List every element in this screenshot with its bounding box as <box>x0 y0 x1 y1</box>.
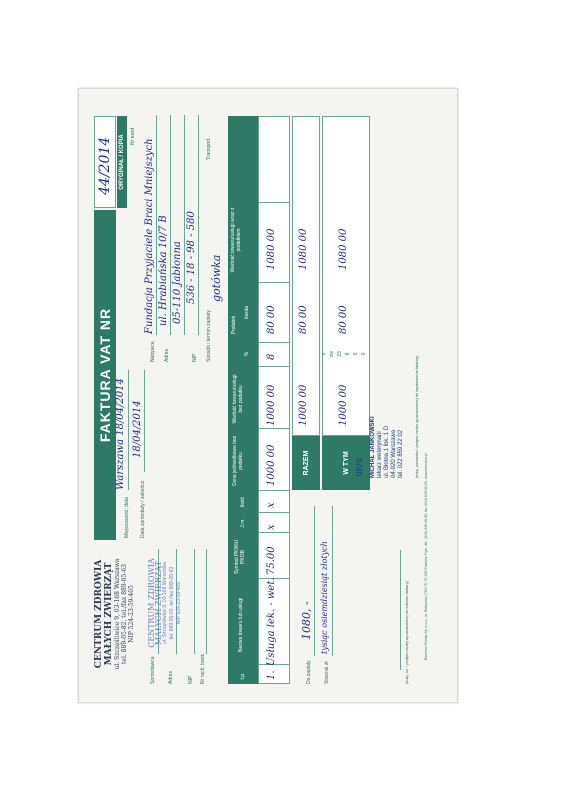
payment-label: Sposób i termin zapłaty <box>206 310 212 362</box>
title-band <box>94 210 116 540</box>
rate-x: x <box>321 352 327 356</box>
seller-stamp-line-4: tel. 889-05-82, tel./fax 889-05-63 <box>169 566 175 640</box>
buyer-sign-label: (imię, nz. i podpis osoby upoważnionej do odbioru faktury) <box>404 581 409 684</box>
th-lp: Lp. <box>240 672 246 680</box>
seller-stamp-line-5: NIP 524-23-59-405 <box>176 581 182 625</box>
item-rate: 8 <box>266 353 277 360</box>
rate-23: 23 <box>337 351 343 357</box>
col-5 <box>259 490 289 491</box>
item-jm: x <box>266 524 277 530</box>
seller-nip: NIP 524-23-59-405 <box>128 585 135 643</box>
place-date-value: Warszawa 18/04/2014 <box>115 378 126 490</box>
item-gross: 1080 00 <box>266 228 277 270</box>
buyer-value-3: 05-110 Jabłonna <box>172 241 183 324</box>
col-6 <box>259 428 289 429</box>
in-words-value: tysiąc osiemdziesiąt złotych <box>320 541 329 654</box>
th-vat: Podatek <box>231 315 237 335</box>
wtym-vat: 80 00 <box>338 305 349 334</box>
seller-stamp-line-1: CENTRUM ZDROWIA <box>147 558 156 648</box>
vet-stamp <box>370 358 405 478</box>
footer-text: Emerson Polska Sp. z o.o., ul. Reltszcka 176/178, 97-300 Piotrków Tryb., tel.: (044) 649-06-80, fax (044) 649-06-62, www.emerson.pl <box>424 453 428 660</box>
seller-line-4 <box>206 549 207 654</box>
rate-5: 5 <box>353 352 359 356</box>
seller-header <box>94 544 140 684</box>
invoice-title: FAKTURA VAT NR <box>97 307 113 443</box>
col-3 <box>259 532 289 533</box>
th-amount: kwota <box>244 305 250 320</box>
place-date-line <box>128 370 129 490</box>
original-copy-band <box>117 116 127 208</box>
to-pay-value: 1080, - <box>300 601 313 640</box>
sale-date-label: Data sprzedaży / zakończ. <box>140 479 146 538</box>
seller-bank-label: Nr rach. bank. <box>200 652 206 684</box>
buyer-sign-line <box>400 550 401 670</box>
rate-0: 0 <box>361 352 367 356</box>
item-unit-price: 1000 00 <box>266 444 277 486</box>
buyer-value-1: Fundacja Przyjaciele Braci Mniejszych <box>144 138 155 334</box>
total-net: 1000 00 <box>298 384 309 426</box>
seller-nip-label: NIP <box>188 675 194 684</box>
buyer-line-4 <box>198 115 199 335</box>
wtym-label: W TYM <box>342 451 350 475</box>
vet-stamp-number: 0876 <box>355 458 364 476</box>
wtym-gross: 1080 00 <box>338 228 349 270</box>
vet-stamp-line-2: lekarz weterynarii <box>377 431 383 478</box>
th-symbol: Symbol PKWiU PKOB <box>234 539 246 575</box>
rate-zw: zw <box>329 350 335 358</box>
buyer-line-3 <box>184 115 185 335</box>
buyer-value-2: ul. Hrabiańska 10/7 B <box>158 215 169 326</box>
seller-stamp <box>148 548 183 658</box>
buyer-address-label: Adres <box>164 348 170 362</box>
item-symbol: 75.00 <box>266 546 277 575</box>
seller-name-1: CENTRUM ZDROWIA <box>94 559 104 669</box>
invoice-number-box <box>94 116 116 208</box>
col-8 <box>259 342 289 343</box>
ne-ewid-label: Nr ewid. <box>130 126 136 145</box>
th-qty: Ilość <box>240 496 246 508</box>
total-vat: 80 00 <box>298 305 309 334</box>
invoice-form <box>88 110 428 690</box>
th-unit-price: Cena jednostkowa bez podatku <box>232 435 244 487</box>
rate-8: 8 <box>345 352 351 356</box>
seller-address-label: Adres <box>168 670 174 684</box>
total-gross: 1080 00 <box>298 228 309 270</box>
seller-phone: tel. 889-05-82, tel./fax 889-05-63 <box>121 564 128 664</box>
original-copy-label: ORYGINAŁ / KOPIA <box>119 134 125 190</box>
seller-stamp-line-3: ul. Szczęśliwice 9, 03-168 Warszawa <box>162 561 168 645</box>
seller-line-3 <box>194 549 195 654</box>
razem-band <box>292 436 320 490</box>
th-name: Nazwa towaru lub usługi <box>238 597 244 653</box>
transport-label: Transport <box>206 138 212 160</box>
buyer-value-4: 536 - 18 - 98 - 580 <box>186 211 197 304</box>
vet-stamp-line-4: 04-920 Warszawa <box>391 429 397 478</box>
buyer-line-1 <box>156 115 157 335</box>
buyer-nip-label: NIP <box>192 353 198 362</box>
in-words-label: Słownie zł <box>324 661 330 684</box>
sale-date-line <box>144 370 145 472</box>
seller-label: Sprzedawca <box>150 656 156 684</box>
item-lp: 1. <box>266 670 277 680</box>
item-name: Usługa lek. - wet. <box>266 577 277 666</box>
item-net: 1000 00 <box>266 384 277 426</box>
item-vat: 80 00 <box>266 305 277 334</box>
th-net: Wartość towaru/usługi bez podatku <box>232 374 244 424</box>
rates-column <box>320 348 368 360</box>
seller-address: ul. Szczęśliwice 9, 03-168 Warszawa <box>114 558 121 670</box>
item-qty: x <box>266 502 277 508</box>
col-7 <box>259 366 289 367</box>
wtym-net: 1000 00 <box>338 384 349 426</box>
place-date-label: Miejscowość, data <box>124 497 130 538</box>
invoice-number: 44/2014 <box>97 136 113 195</box>
buyer-line-2 <box>170 115 171 335</box>
in-words-line <box>332 506 333 656</box>
buyer-label: Nabywca <box>150 341 156 362</box>
col-4 <box>259 512 289 513</box>
seller-sign-label: (imię, nazwisko i podpis osoby upoważnionej do wystawienia faktury) <box>414 355 419 478</box>
seller-stamp-line-2: MAŁYCH ZWIERZĄT <box>154 560 163 646</box>
vet-stamp-line-5: tel. 022 859 22 02 <box>398 429 404 478</box>
sale-date-value: 18/04/2014 <box>132 400 143 458</box>
to-pay-line <box>314 506 315 656</box>
invoice-paper <box>78 88 458 703</box>
vet-stamp-line-1: MICHAŁ JANKOWSKI <box>370 416 376 478</box>
payment-value: gotówka <box>210 254 223 302</box>
vet-stamp-line-3: ul. Błotna 1 lok. 1 D <box>384 425 390 478</box>
th-rate: % <box>244 351 250 357</box>
razem-label: RAZEM <box>302 450 310 476</box>
col-9 <box>259 282 289 283</box>
seller-name-2: MAŁYCH ZWIERZĄT <box>104 562 114 666</box>
to-pay-label: Do zapłaty <box>306 660 312 684</box>
th-gross: Wartość towaru/usługi wraz z podatkiem <box>230 207 242 273</box>
th-jm: J.m. <box>240 518 246 528</box>
col-10 <box>259 202 289 203</box>
